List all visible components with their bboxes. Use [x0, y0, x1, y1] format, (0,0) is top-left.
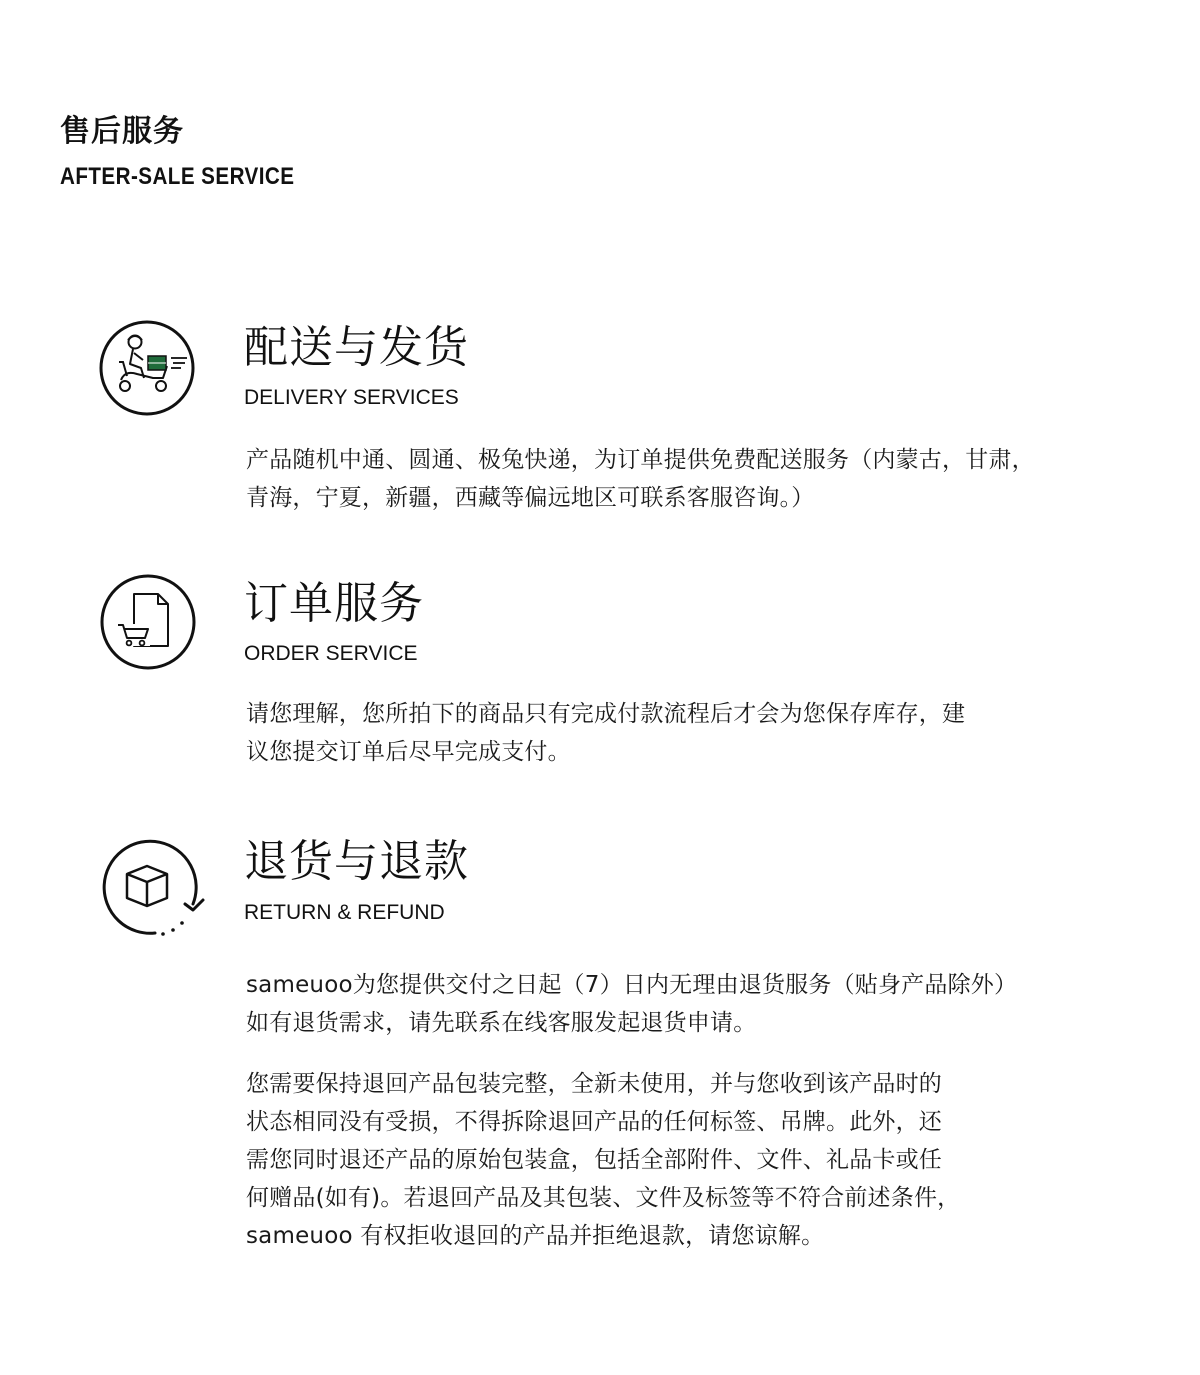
paragraph-line: 议您提交订单后尽早完成支付。 [246, 739, 571, 765]
section-paragraph [246, 966, 1076, 1042]
paragraph-line: 您需要保持退回产品包装完整，全新未使用，并与您收到该产品时的 [246, 1071, 942, 1097]
paragraph-line: sameuoo为您提供交付之日起（7）日内无理由退货服务（贴身产品除外） [246, 972, 1018, 998]
return-box-icon [97, 838, 209, 942]
section-paragraph [246, 441, 1076, 517]
delivery-scooter-icon [97, 318, 197, 418]
section-subtitle: RETURN & REFUND [244, 901, 445, 924]
section-title: 配送与发货 [244, 322, 469, 373]
paragraph-line: sameuoo 有权拒收退回的产品并拒绝退款，请您谅解。 [246, 1223, 825, 1249]
paragraph-line: 青海，宁夏，新疆，西藏等偏远地区可联系客服咨询。） [246, 485, 815, 511]
section-title: 订单服务 [244, 578, 424, 629]
section-subtitle: DELIVERY SERVICES [244, 386, 459, 409]
paragraph-line: 需您同时退还产品的原始包装盒，包括全部附件、文件、礼品卡或任 [246, 1147, 942, 1173]
section-subtitle: ORDER SERVICE [244, 642, 418, 665]
paragraph-line: 产品随机中通、圆通、极兔快递，为订单提供免费配送服务（内蒙古，甘肃， [246, 447, 1035, 473]
paragraph-line: 如有退货需求，请先联系在线客服发起退货申请。 [246, 1010, 757, 1036]
section-title: 退货与退款 [244, 836, 469, 887]
section-paragraph [246, 695, 1076, 771]
page-subtitle: AFTER-SALE SERVICE [60, 163, 295, 190]
paragraph-line: 状态相同没有受损，不得拆除退回产品的任何标签、吊牌。此外，还 [246, 1109, 942, 1135]
paragraph-line: 何赠品(如有)。若退回产品及其包装、文件及标签等不符合前述条件， [246, 1185, 961, 1211]
order-cart-icon [98, 572, 198, 672]
page-header [60, 112, 333, 192]
paragraph-line: 请您理解，您所拍下的商品只有完成付款流程后才会为您保存库存，建 [246, 701, 966, 727]
section-paragraph [246, 1065, 1076, 1255]
page-title: 售后服务 [60, 114, 184, 149]
